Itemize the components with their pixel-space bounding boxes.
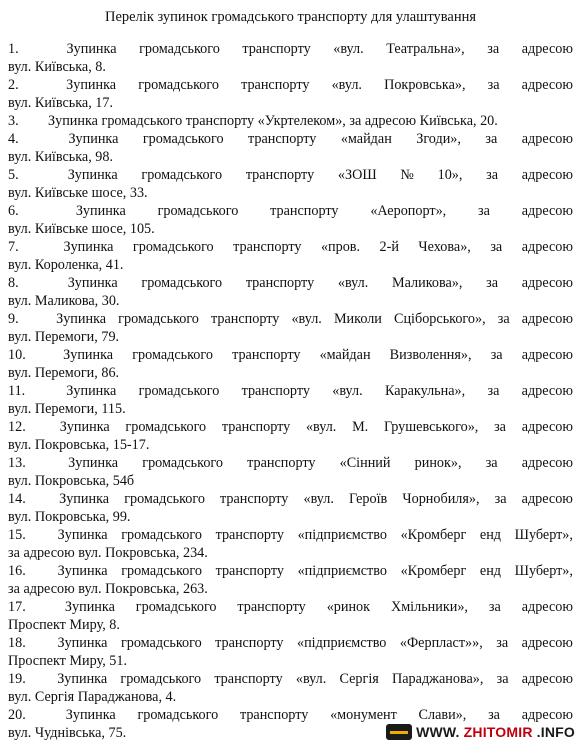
list-item-word: «вул. [332,383,363,399]
list-item-word: «Сінний [339,455,391,471]
list-item-word: за [490,347,503,363]
list-item-word: Зупинка [67,167,118,183]
list-item-word: «вул. [305,419,337,435]
list-item-word: Зупинка [68,131,119,147]
list-item-word: адресою [521,239,573,255]
list-item-word: транспорту [239,707,309,723]
list-item-number: 9. [8,311,19,327]
list-item-line [8,706,573,724]
stop-list [8,40,573,742]
list-item-word: Зупинка [57,671,108,687]
list-item-number: 3. [8,113,19,129]
list-item-address: вул. Київське шосе, 105. [8,221,155,237]
list-item-address: вул. Сергія Параджанова, 4. [8,689,177,705]
list-item-word: громадського [120,671,202,687]
list-item [8,112,573,130]
list-item-line [8,526,573,544]
list-item-word: «Ферпласт»», [399,635,483,651]
list-item-line [8,382,573,400]
list-item-word: «вул. [291,311,322,327]
list-item-word: Чехова», [418,239,471,255]
list-item [8,166,573,202]
list-item-line [8,76,573,94]
list-item-word: «вул. [303,491,334,507]
list-item [8,238,573,274]
list-item-word: адресою [521,491,573,507]
list-item-word: Зупинка [66,41,117,57]
list-item [8,670,573,706]
list-item [8,346,573,382]
list-item-word: громадського [135,599,217,615]
list-item-word: громадського [141,275,223,291]
list-item-word: за [497,311,510,327]
list-item-word: транспорту [241,383,310,399]
list-item-word: за [487,77,500,93]
list-item-address: Проспект Миру, 51. [8,653,128,669]
list-item-address: вул. Покровська, 99. [8,509,131,525]
list-item-address: вул. Київська, 98. [8,149,114,165]
list-item-line [8,112,573,130]
list-item-word: 2-й [379,239,399,255]
list-item-word: за [487,383,500,399]
list-item-line [8,490,573,508]
list-item-word: адресою [521,167,573,183]
list-item-line [8,166,573,184]
list-item-word: громадського [121,527,202,543]
watermark-name: ZHITOMIR [463,724,533,740]
list-item [8,274,573,310]
list-item-address: Проспект Миру, 8. [8,617,120,633]
list-item-word: «вул. [333,41,364,57]
list-item [8,40,573,76]
list-item-word: Визволення», [389,347,472,363]
list-item-word: адресою [521,77,573,93]
list-item-word: Грушевського», [383,419,479,435]
list-item-word: транспорту [232,347,301,363]
list-item-word: адресою [521,671,573,687]
list-item-word: «вул. [295,671,327,687]
list-item-address: вул. Перемоги, 115. [8,401,126,417]
list-item-word: «монумент [330,707,397,723]
list-item-number: 2. [8,77,19,93]
list-item-word: громадського [120,635,202,651]
list-item-word: транспорту [245,167,315,183]
list-item-word: адресою [521,131,573,147]
list-item-word: Сціборського», [394,311,486,327]
list-item-word: адресою [521,383,573,399]
list-item-word: громадського [138,77,219,93]
list-item-word: Зупинка [59,419,110,435]
list-item-number: 5. [8,167,19,183]
list-item-address: вул. Короленка, 41. [8,257,124,273]
list-item-word: за [488,599,501,615]
list-item [8,634,573,670]
list-item-word: «підприємство [297,563,387,579]
list-item-word: громадського [124,491,205,507]
list-item-number: 14. [8,491,26,507]
list-item-word: за [494,419,506,435]
list-item-line [8,40,573,58]
list-item [8,562,573,598]
list-item-word: Зупинка [63,239,114,255]
list-item [8,490,573,526]
list-item-word: адресою [521,707,573,723]
list-item-word: Зупинка [75,203,126,219]
list-item-word: Зупинка [64,599,115,615]
list-item [8,382,573,418]
list-item-word: адресою [521,455,573,471]
list-item-address: вул. Покровська, 15-17. [8,437,150,453]
list-item-word: «Кромберг [400,563,467,579]
list-item-word: Маликова», [391,275,463,291]
list-item-address: вул. Маликова, 30. [8,293,120,309]
list-item-word: «ринок [326,599,371,615]
list-item-word: за [496,671,509,687]
list-item-word: транспорту [241,77,310,93]
list-item-word: Зупинка громадського транспорту «Укртелеком», за адресою Київська, 20. [48,113,498,129]
list-item-word: громадського [121,563,202,579]
list-item-word: транспорту [220,491,289,507]
list-item-word: «вул. [331,77,362,93]
list-item-word: Чорнобиля», [402,491,480,507]
list-item-word: транспорту [247,455,316,471]
site-watermark [386,724,575,740]
list-item-word: громадського [138,383,220,399]
list-item-word: Каракульна», [384,383,466,399]
list-item-number: 17. [8,599,26,615]
list-item-word: за [478,203,490,219]
list-item-word: адресою [521,41,573,57]
list-item-word: громадського [132,347,213,363]
list-item-address: за адресою вул. Покровська, 263. [8,581,208,597]
list-item-line [8,130,573,148]
list-item-line [8,274,573,292]
list-item-word: транспорту [245,275,315,291]
list-item-word: адресою [521,275,573,291]
document-title: Перелік зупинок громадського транспорту для улаштування [104,9,477,25]
list-item-word: громадського [141,167,223,183]
list-item-word: Зупинка [66,77,117,93]
list-item-word: адресою [521,419,573,435]
list-item [8,310,573,346]
list-item-address: вул. Чуднівська, 75. [8,725,127,741]
list-item-word: «майдан [319,347,371,363]
list-item-word: Зупинка [66,383,117,399]
list-item-word: за [485,455,498,471]
list-item-word: Миколи [333,311,382,327]
list-item-word: транспорту [237,599,306,615]
list-item-address: вул. Перемоги, 86. [8,365,120,381]
list-item-number: 20. [8,707,26,723]
list-item-word: Зупинка [67,275,118,291]
watermark-logo-icon [386,724,412,740]
list-item-word: транспорту [248,131,317,147]
list-item-word: енд [479,563,502,579]
list-item [8,76,573,112]
list-item-word: Хмільники», [390,599,468,615]
list-item-word: Зупинка [68,455,119,471]
list-item-address: за адресою вул. Покровська, 234. [8,545,208,561]
list-item-word: Слави», [418,707,467,723]
list-item-word: «Кромберг [400,527,467,543]
list-item-word: транспорту [215,563,284,579]
list-item [8,598,573,634]
list-item-number: 18. [8,635,26,651]
watermark-tld: .INFO [536,724,575,740]
list-item-word: громадського [132,239,214,255]
list-item-word: за [486,167,499,183]
list-item-word: Зупинка [56,311,107,327]
list-item-word: Зупинка [57,527,108,543]
list-item-word: № [400,167,414,183]
list-item-word: Театральна», [386,41,465,57]
list-item-word: Зупинка [65,707,116,723]
list-item-word: за [488,707,500,723]
watermark-www: WWW. [416,724,460,740]
list-item-number: 11. [8,383,26,399]
list-item-word: «ЗОШ [337,167,377,183]
list-item-word: адресою [521,347,573,363]
list-item-line [8,634,573,652]
list-item-address: вул. Київська, 8. [8,59,106,75]
list-item-word: адресою [521,311,573,327]
list-item-word: Зупинка [57,635,108,651]
list-item-word: 10», [437,167,463,183]
list-item-word: транспорту [270,203,339,219]
list-item-word: Сергія [339,671,379,687]
list-item-line [8,238,573,256]
list-item-word: громадського [142,455,223,471]
list-item-address: вул. Київське шосе, 33. [8,185,148,201]
list-item-word: за [496,635,509,651]
list-item-word: адресою [521,203,573,219]
list-item [8,526,573,562]
list-item-word: транспорту [242,41,311,57]
list-item-word: за [494,491,507,507]
list-item-word: М. [352,419,369,435]
list-item-number: 6. [8,203,19,219]
list-item-word: «Аеропорт», [370,203,447,219]
list-item-number: 16. [8,563,26,579]
list-item-word: Героїв [349,491,388,507]
list-item-word: Зупинка [59,491,110,507]
list-item-line [8,418,573,436]
list-item-line [8,598,573,616]
list-item [8,202,573,238]
list-item-number: 10. [8,347,26,363]
list-item-word: громадського [157,203,239,219]
list-item-line [8,310,573,328]
list-item-address: вул. Київська, 17. [8,95,114,111]
list-item-word: енд [479,527,502,543]
list-item-word: «підприємство [297,527,387,543]
list-item [8,418,573,454]
list-item-number: 15. [8,527,26,543]
list-item-word: «підприємство [297,635,387,651]
list-item-word: транспорту [233,239,302,255]
list-item-word: громадського [118,311,199,327]
list-item-word: Зупинка [63,347,114,363]
list-item-number: 8. [8,275,19,291]
list-item-number: 13. [8,455,26,471]
list-item-word: за [490,239,503,255]
list-item-number: 1. [8,41,19,57]
list-item-word: адресою [521,599,573,615]
list-item-word: «пров. [320,239,361,255]
list-item-word: Шуберт», [514,527,573,543]
list-item-word: транспорту [221,419,291,435]
list-item-word: транспорту [215,527,284,543]
list-item-address: вул. Перемоги, 79. [8,329,120,345]
list-item-number: 7. [8,239,19,255]
list-item-word: Шуберт», [514,563,573,579]
list-item-word: Зупинка [57,563,108,579]
list-item-word: Покровська», [384,77,466,93]
list-item-line [8,202,573,220]
list-item-word: «вул. [337,275,369,291]
list-item [8,130,573,166]
list-item-word: транспорту [210,311,280,327]
list-item-word: ринок», [414,455,462,471]
list-item-word: за [487,41,500,57]
list-item-word: за [485,131,498,147]
list-item-word: Згоди», [416,131,461,147]
list-item-word: транспорту [215,635,284,651]
list-item-word: громадського [139,41,220,57]
list-item-line [8,346,573,364]
list-item-word: адресою [521,635,573,651]
list-item-word: Параджанова», [392,671,484,687]
list-item-word: громадського [125,419,207,435]
list-item-word: «майдан [340,131,392,147]
list-item-word: громадського [137,707,219,723]
list-item-number: 4. [8,131,19,147]
list-item-line [8,454,573,472]
list-item-line [8,562,573,580]
list-item-word: громадського [142,131,224,147]
list-item-word: за [486,275,499,291]
list-item-number: 19. [8,671,26,687]
list-item-address: вул. Покровська, 54б [8,473,135,489]
list-item-line [8,670,573,688]
list-item [8,454,573,490]
list-item-word: транспорту [214,671,283,687]
list-item-number: 12. [8,419,26,435]
